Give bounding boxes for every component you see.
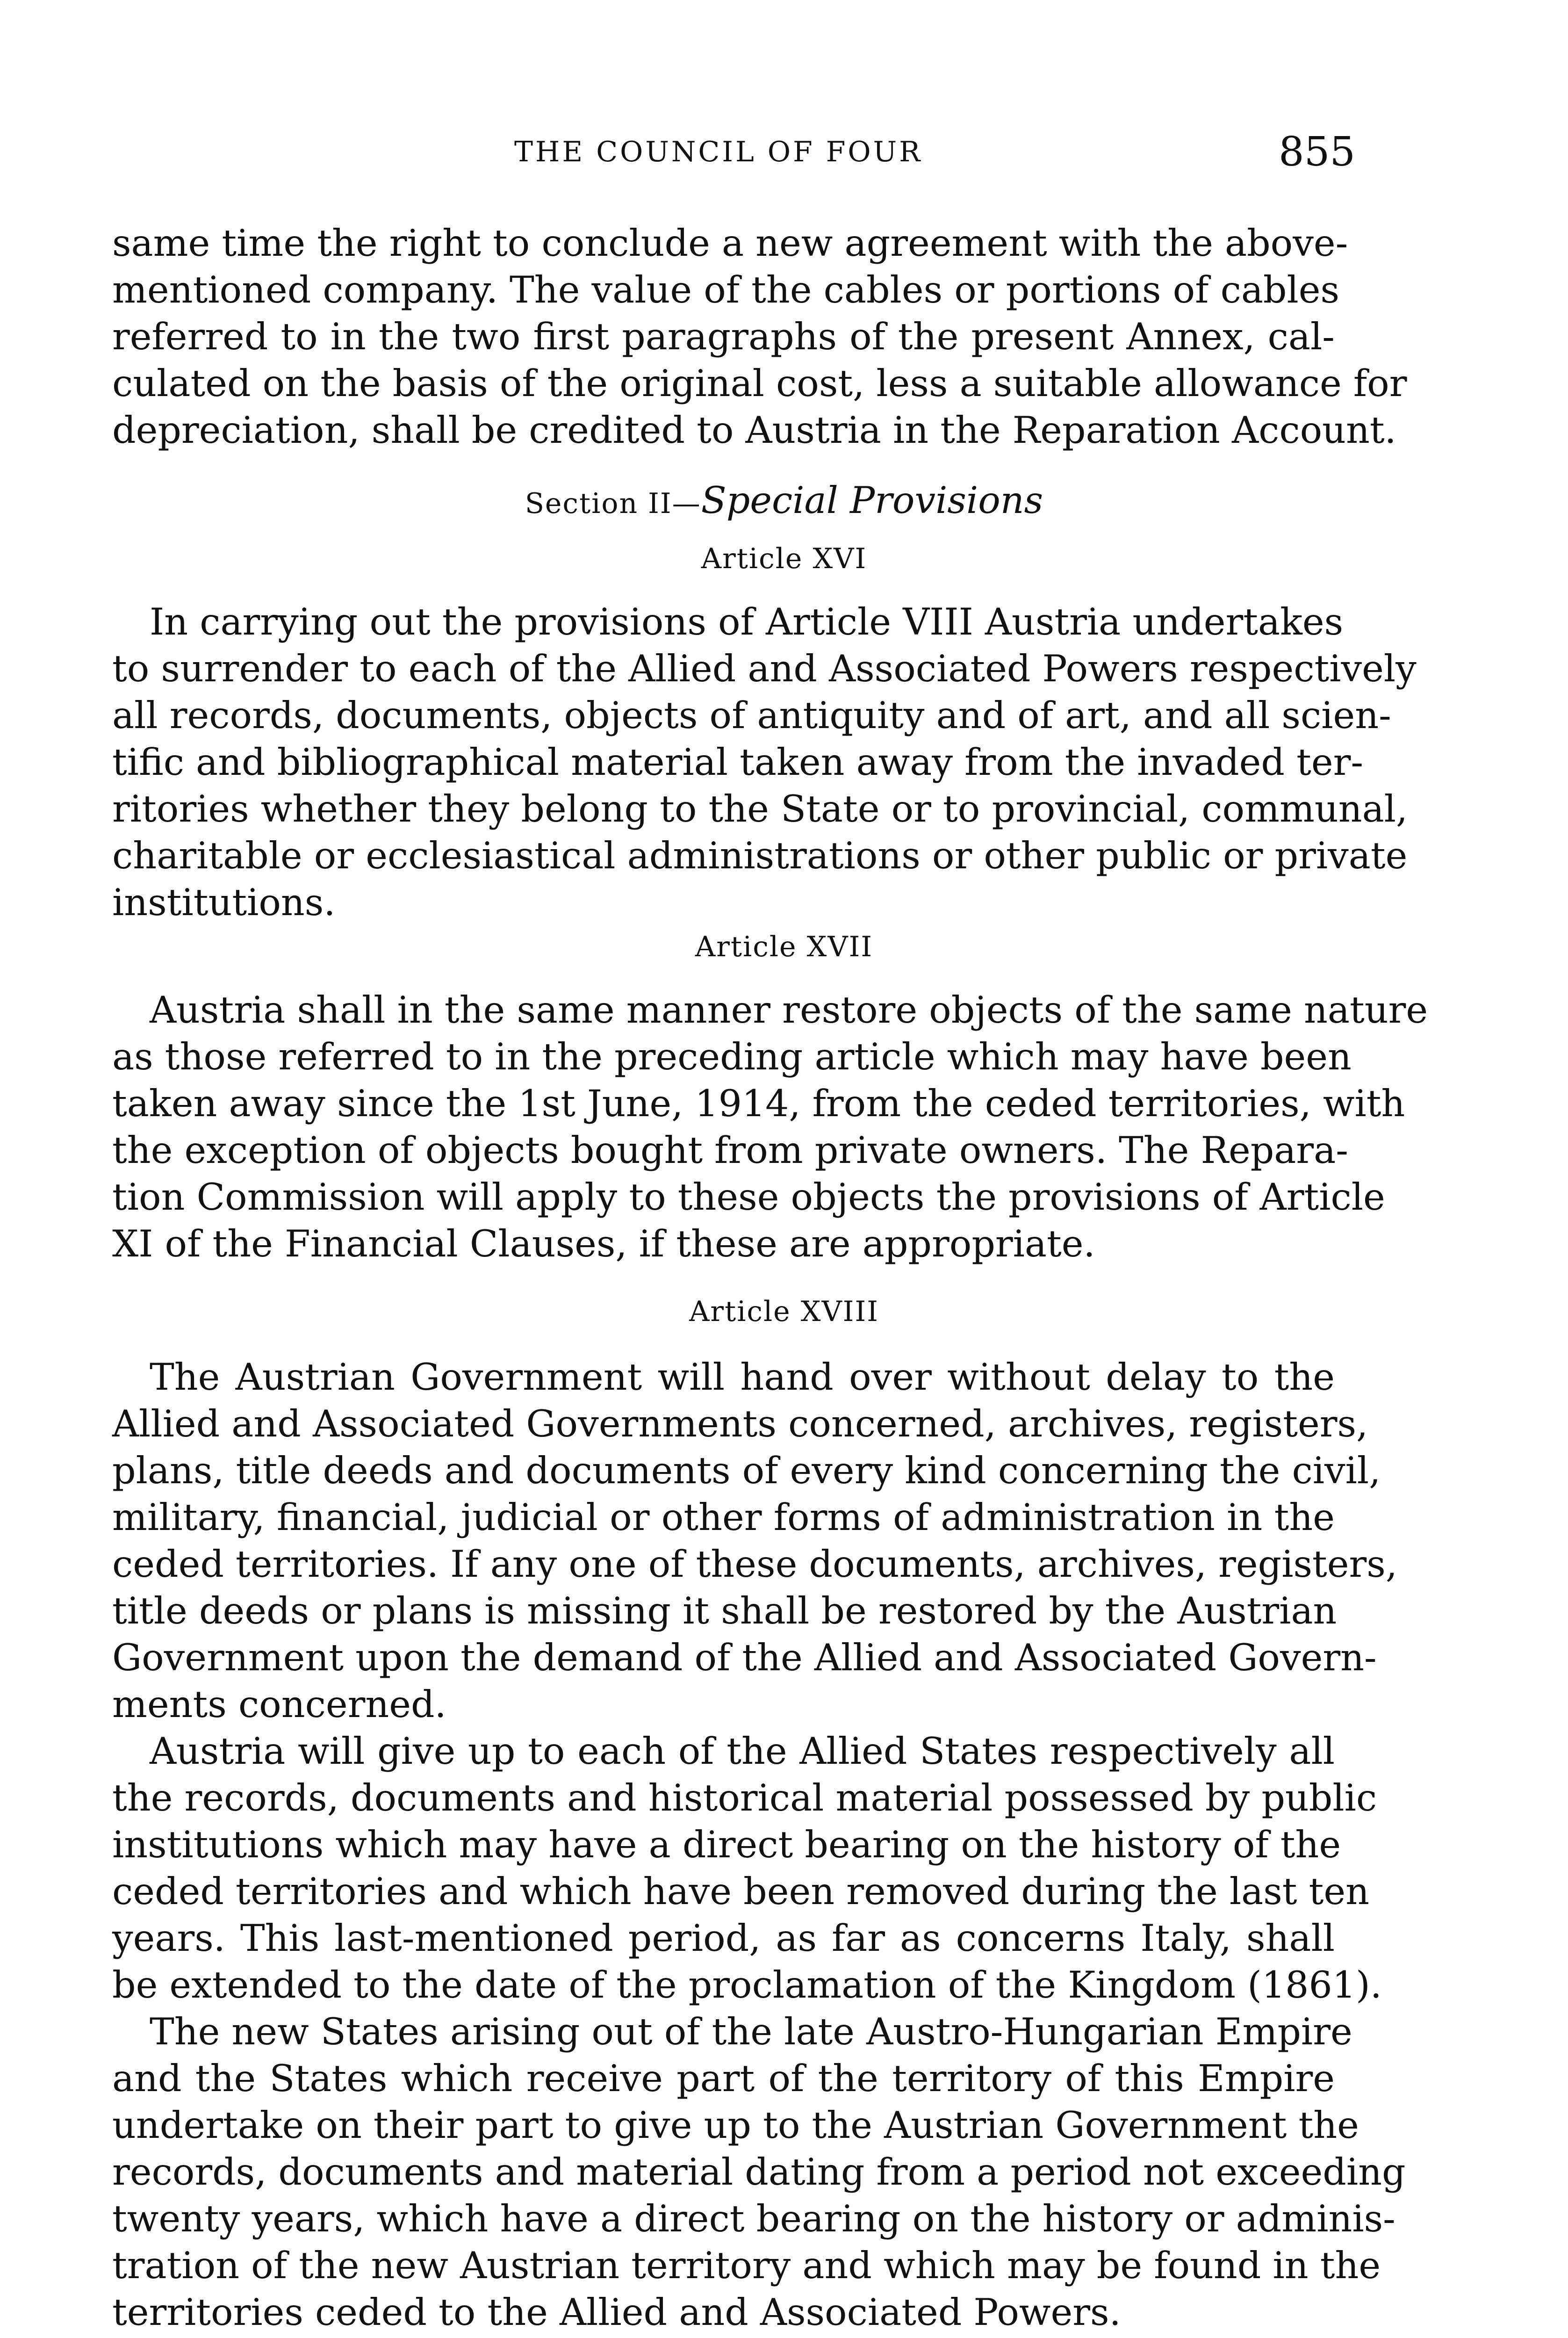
text-line: institutions which may have a direct bearing on the history of the	[112, 1823, 1341, 1866]
article-xvi-heading: Article XVI	[701, 542, 867, 575]
text-line: ments concerned.	[112, 1683, 446, 1726]
text-line: tion Commission will apply to these objects the provisions of Article	[112, 1176, 1385, 1219]
article-xviii-heading: Article XVIII	[689, 1295, 879, 1328]
article-xvii-heading: Article XVII	[695, 931, 873, 963]
text-line: all records, documents, objects of antiquity and of art, and all scien-	[112, 694, 1391, 737]
text-line: tration of the new Austrian territory and which may be found in the	[112, 2244, 1381, 2287]
text-line: twenty years, which have a direct bearing on the history or adminis-	[112, 2197, 1395, 2240]
text-line: ritories whether they belong to the State or to provincial, communal,	[112, 787, 1408, 830]
text-line: tific and bibliographical material taken away from the invaded ter-	[112, 741, 1364, 784]
text-line: Allied and Associated Governments concerned, archives, registers,	[112, 1402, 1368, 1445]
text-line: charitable or ecclesiastical administrations or other public or private	[112, 834, 1408, 877]
text-line: title deeds or plans is missing it shall be restored by the Austrian	[112, 1589, 1337, 1632]
text-line: ceded territories and which have been removed during the last ten	[112, 1870, 1369, 1913]
text-line: mentioned company. The value of the cables or portions of cables	[112, 268, 1340, 311]
text-line: same time the right to conclude a new agreement with the above-	[112, 222, 1348, 265]
section-heading	[0, 477, 1568, 527]
text-line: plans, title deeds and documents of every kind concerning the civil,	[112, 1449, 1381, 1492]
text-line: Austria shall in the same manner restore objects of the same nature	[150, 989, 1428, 1032]
running-head: THE COUNCIL OF FOUR	[514, 136, 923, 168]
text-line: In carrying out the provisions of Article VIII Austria undertakes	[150, 600, 1344, 643]
text-line: the exception of objects bought from private owners. The Repara-	[112, 1129, 1348, 1172]
section-heading-prefix: Section II—	[525, 487, 701, 520]
text-line: as those referred to in the preceding article which may have been	[112, 1035, 1352, 1078]
text-line: years. This last-mentioned period, as far as concerns Italy, shall	[112, 1917, 1335, 1960]
text-line: taken away since the 1st June, 1914, from the ceded territories, with	[112, 1082, 1405, 1125]
text-line: military, financial, judicial or other forms of administration in the	[112, 1496, 1335, 1539]
text-line: ceded territories. If any one of these documents, archives, registers,	[112, 1543, 1397, 1586]
text-line: The Austrian Government will hand over without delay to the	[150, 1356, 1335, 1399]
text-line: and the States which receive part of the territory of this Empire	[112, 2057, 1335, 2100]
text-line: Austria will give up to each of the Allied States respectively all	[150, 1730, 1335, 1773]
text-line: undertake on their part to give up to the Austrian Government the	[112, 2104, 1359, 2147]
text-line: be extended to the date of the proclamation of the Kingdom (1861).	[112, 1963, 1382, 2006]
text-line: culated on the basis of the original cost, less a suitable allowance for	[112, 362, 1407, 405]
text-line: the records, documents and historical material possessed by public	[112, 1776, 1377, 1819]
text-line: The new States arising out of the late Austro-Hungarian Empire	[150, 2010, 1352, 2053]
text-line: XI of the Financial Clauses, if these are appropriate.	[112, 1222, 1095, 1265]
text-line: records, documents and material dating from a period not exceeding	[112, 2150, 1406, 2194]
text-line: Government upon the demand of the Allied and Associated Govern-	[112, 1636, 1377, 1679]
text-line: institutions.	[112, 881, 336, 924]
page-number: 855	[1279, 129, 1356, 175]
text-line: referred to in the two first paragraphs of the present Annex, cal-	[112, 315, 1335, 358]
text-line: territories ceded to the Allied and Associated Powers.	[112, 2291, 1121, 2334]
text-line: depreciation, shall be credited to Austria in the Reparation Account.	[112, 409, 1396, 452]
section-heading-title: Special Provisions	[701, 479, 1043, 522]
text-line: to surrender to each of the Allied and Associated Powers respectively	[112, 647, 1417, 690]
